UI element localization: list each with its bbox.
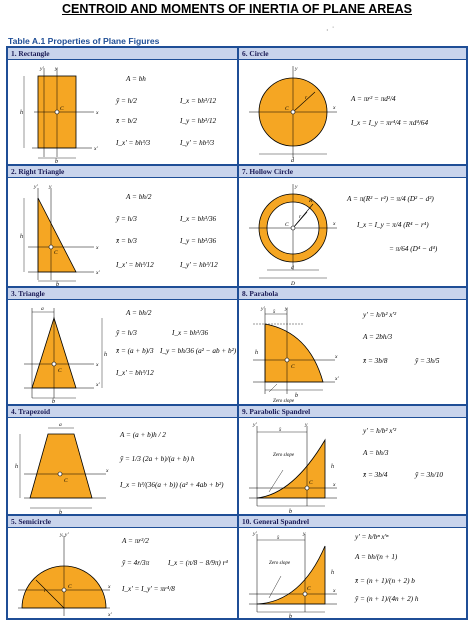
formula-ix: I_x = bh³/36 (180, 215, 217, 223)
formula-area: A = π(R² − r²) = π/4 (D² − d²) (347, 195, 434, 203)
formula-ixp-iyp: I_x' = I_y' = πr⁴/8 (122, 585, 175, 593)
formula-xbar: x̄ = (a + b)/3 (116, 347, 154, 355)
section-parabola (238, 287, 467, 405)
table-label: Table A.1 (8, 36, 46, 46)
formula-ybar: ȳ = 3h/10 (415, 471, 444, 479)
svg-text:h: h (15, 464, 18, 470)
svg-text:D: D (291, 281, 295, 286)
section-semicircle (7, 515, 238, 619)
section-title: 2. Right Triangle (8, 166, 237, 178)
section-title: 10. General Spandrel (239, 516, 466, 528)
svg-text:y: y (285, 306, 288, 312)
section-title: 3. Triangle (8, 288, 237, 300)
section-title: 4. Trapezoid (8, 406, 237, 418)
formula-area: A = 2bh/3 (363, 333, 393, 341)
svg-text:y': y' (261, 306, 265, 312)
section-general-spandrel (238, 515, 467, 619)
formula-ybar: ȳ = h/3 (116, 215, 137, 223)
svg-text:x: x (333, 105, 336, 111)
formula-ix: I_x = h³/(36(a + b)) (a² + 4ab + b²) (120, 481, 224, 489)
circle-figure (243, 62, 343, 164)
svg-text:r: r (305, 95, 308, 101)
formula-area: A = bh/3 (363, 449, 389, 457)
svg-text:h: h (255, 350, 258, 356)
right-triangle-figure (14, 180, 114, 286)
formula-ixp: I_x' = bh³/3 (116, 139, 151, 147)
svg-text:y: y (295, 184, 298, 190)
formula-ybar: ȳ = 1/3 (2a + b)/(a + b) h (120, 455, 195, 463)
svg-text:r: r (299, 214, 302, 220)
parabola-figure (243, 302, 343, 404)
svg-text:C: C (285, 222, 289, 228)
hollow-circle-figure (243, 180, 343, 286)
svg-text:x': x' (96, 382, 100, 388)
svg-text:C: C (68, 584, 72, 590)
formula-xbar: x̄ = 3b/4 (363, 471, 388, 479)
formula-area: A = bh (126, 75, 146, 83)
svg-text:a: a (41, 306, 44, 312)
svg-text:x: x (108, 584, 111, 590)
table-caption (8, 36, 159, 46)
svg-text:b: b (59, 510, 62, 514)
formula-xbar: x̄ = (n + 1)/(n + 2) b (355, 577, 415, 585)
svg-text:x̄: x̄ (273, 310, 276, 315)
section-circle (238, 47, 467, 165)
table-title: Properties of Plane Figures (47, 36, 160, 46)
svg-text:x': x' (108, 612, 112, 618)
formula-ix-iy: I_x = I_y = π/4 (R⁴ − r⁴) (357, 221, 429, 229)
svg-text:x: x (106, 468, 109, 474)
svg-text:x̄: x̄ (277, 536, 280, 541)
svg-text:y': y' (34, 184, 38, 190)
svg-text:R: R (309, 198, 313, 204)
formula-ybar: ȳ = h/2 (116, 97, 137, 105)
svg-text:x': x' (94, 146, 98, 152)
section-parabolic-spandrel (238, 405, 467, 515)
section-right-triangle (7, 165, 238, 287)
svg-text:b: b (289, 614, 292, 618)
svg-text:b: b (289, 509, 292, 514)
svg-text:C: C (291, 364, 295, 370)
formula-ixp: I_x' = bh³/12 (116, 261, 154, 269)
section-title: 8. Parabola (239, 288, 466, 300)
formula-iy: I_y = hb³/12 (180, 117, 217, 125)
svg-text:y: y (303, 531, 306, 537)
section-title: 7. Hollow Circle (239, 166, 466, 178)
page-title: CENTROID AND MOMENTS OF INERTIA OF PLANE AREAS (62, 2, 412, 16)
svg-text:r: r (44, 588, 47, 594)
svg-text:y': y' (253, 531, 257, 537)
svg-text:b: b (55, 159, 58, 164)
svg-text:x: x (333, 221, 336, 227)
formula-equation: y' = h/b² x'² (363, 427, 397, 435)
svg-text:C: C (54, 250, 58, 256)
properties-table (6, 46, 468, 620)
svg-text:y: y (49, 184, 52, 190)
formula-xbar: x̄ = b/2 (116, 117, 137, 125)
formula-ix-iy-d: = π/64 (D⁴ − d⁴) (389, 245, 438, 253)
svg-text:y, y': y, y' (60, 532, 69, 538)
svg-text:d: d (291, 265, 294, 271)
formula-area: A = (a + b)h / 2 (120, 431, 166, 439)
svg-text:x': x' (96, 270, 100, 276)
section-title: 5. Semicircle (8, 516, 237, 528)
zero-slope-label: Zero slope (273, 399, 295, 404)
section-hollow-circle (238, 165, 467, 287)
parabolic-spandrel-figure (243, 420, 343, 514)
zero-slope-label: Zero slope (269, 561, 291, 566)
svg-text:b: b (56, 282, 59, 286)
svg-text:x': x' (335, 376, 339, 382)
svg-text:C: C (307, 586, 311, 592)
formula-ix-iy: I_x = I_y = πr⁴/4 = πd⁴/64 (351, 119, 429, 127)
formula-area: A = πr²/2 (122, 537, 149, 545)
svg-text:x̄: x̄ (279, 428, 282, 433)
trapezoid-figure (14, 420, 114, 514)
formula-area: A = bh/2 (126, 193, 152, 201)
formula-area: A = πr² = πd²/4 (351, 95, 396, 103)
section-title: 6. Circle (239, 48, 466, 60)
formula-equation: y' = h/b² x'² (363, 311, 397, 319)
rectangle-figure (14, 62, 114, 164)
formula-ixp: I_x' = bh³/12 (116, 369, 154, 377)
svg-text:x: x (333, 482, 336, 488)
formula-iy: I_y = hb³/36 (180, 237, 217, 245)
svg-text:x: x (96, 245, 99, 251)
formula-xbar: x̄ = b/3 (116, 237, 137, 245)
svg-text:x: x (96, 362, 99, 368)
section-trapezoid (7, 405, 238, 515)
formula-area: A = bh/(n + 1) (355, 553, 398, 561)
formula-ybar: ȳ = 4r/3π (122, 559, 150, 567)
formula-ix: I_x = bh³/36 (172, 329, 209, 337)
svg-text:x: x (333, 588, 336, 594)
svg-text:d: d (291, 158, 294, 164)
svg-text:x: x (335, 354, 338, 360)
semicircle-figure (14, 530, 114, 618)
svg-text:b: b (52, 399, 55, 404)
svg-text:y: y (55, 66, 58, 72)
formula-xbar: x̄ = 3b/8 (363, 357, 388, 365)
svg-text:C: C (64, 478, 68, 484)
svg-text:h: h (20, 234, 23, 240)
section-rectangle (7, 47, 238, 165)
formula-ybar: ȳ = 3h/5 (415, 357, 440, 365)
svg-text:C: C (309, 480, 313, 486)
svg-text:a: a (59, 422, 62, 428)
svg-text:h: h (331, 464, 334, 470)
svg-text:y: y (305, 422, 308, 428)
section-title: 1. Rectangle (8, 48, 237, 60)
section-title: 9. Parabolic Spandrel (239, 406, 466, 418)
formula-equation: y' = h/bⁿ x'ⁿ (355, 533, 389, 541)
svg-text:h: h (20, 110, 23, 116)
formula-ybar: ȳ = h/3 (116, 329, 137, 337)
formula-iyp: I_y' = hb³/12 (180, 261, 218, 269)
svg-text:b: b (295, 393, 298, 399)
svg-text:C: C (285, 106, 289, 112)
section-triangle (7, 287, 238, 405)
formula-ix: I_x = (π/8 − 8/9π) r⁴ (168, 559, 228, 567)
svg-text:y: y (295, 66, 298, 72)
triangle-figure (14, 302, 114, 404)
formula-ybar: ȳ = (n + 1)/(4n + 2) h (355, 595, 419, 603)
svg-text:C: C (58, 368, 62, 374)
svg-text:C: C (60, 106, 64, 112)
svg-text:h: h (331, 570, 334, 576)
svg-text:y': y' (253, 422, 257, 428)
scan-mark: · ˙ (326, 26, 336, 35)
zero-slope-label: Zero slope (273, 453, 295, 458)
formula-iy: I_y = bh/36 (a² − ab + b²) (160, 347, 237, 355)
svg-text:h: h (104, 352, 107, 358)
formula-ix: I_x = bh³/12 (180, 97, 217, 105)
formula-iyp: I_y' = hb³/3 (180, 139, 215, 147)
svg-text:x: x (96, 110, 99, 116)
general-spandrel-figure (243, 530, 343, 618)
svg-text:y': y' (40, 66, 44, 72)
formula-area: A = bh/2 (126, 309, 152, 317)
